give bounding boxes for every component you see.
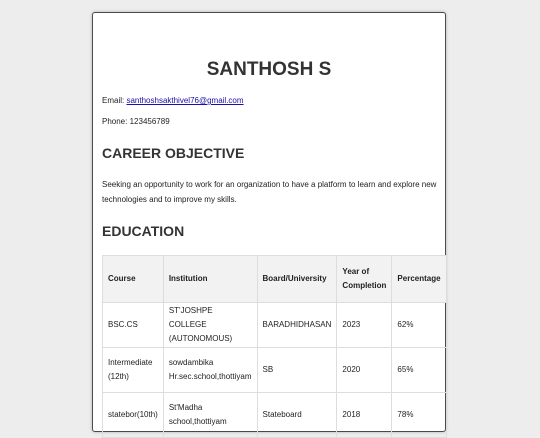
education-table-header-row (103, 256, 447, 303)
percentage-cell: 62% (392, 303, 446, 348)
column-header-institution: Institution (163, 256, 257, 303)
year-cell: 2023 (337, 303, 392, 348)
phone-label: Phone: (102, 117, 128, 126)
column-header-board: Board/University (257, 256, 337, 303)
year-cell: 2018 (337, 393, 392, 438)
phone-value: 123456789 (129, 117, 170, 126)
course-cell: Intermediate (12th) (103, 348, 164, 393)
career-objective-text: Seeking an opportunity to work for an organization to have a platform to learn and explore new technologies and to improve my skills. (102, 180, 437, 204)
table-row (103, 348, 447, 393)
email-label: Email: (102, 96, 125, 105)
education-table (102, 255, 447, 438)
phone-line (102, 117, 170, 126)
institution-cell: St'Madha school,thottiyam (163, 393, 257, 438)
column-header-course: Course (103, 256, 164, 303)
percentage-cell: 78% (392, 393, 446, 438)
board-cell: SB (257, 348, 337, 393)
column-header-percentage: Percentage (392, 256, 446, 303)
course-cell: BSC.CS (103, 303, 164, 348)
career-objective-heading: CAREER OBJECTIVE (102, 145, 245, 161)
table-row (103, 303, 447, 348)
course-cell: statebor(10th) (103, 393, 164, 438)
resume-name: SANTHOSH S (206, 59, 332, 80)
institution-cell: ST'JOSHPE COLLEGE (AUTONOMOUS) (163, 303, 257, 348)
institution-cell: sowdambika Hr.sec.school,thottiyam (163, 348, 257, 393)
email-line (102, 96, 244, 105)
resume-page (92, 12, 446, 432)
column-header-year: Year of Completion (337, 256, 392, 303)
percentage-cell: 65% (392, 348, 446, 393)
email-link[interactable]: santhoshsakthivel76@gmail.com (126, 96, 244, 105)
education-heading: EDUCATION (102, 223, 185, 239)
year-cell: 2020 (337, 348, 392, 393)
table-row (103, 393, 447, 438)
board-cell: Stateboard (257, 393, 337, 438)
board-cell: BARADHIDHASAN (257, 303, 337, 348)
